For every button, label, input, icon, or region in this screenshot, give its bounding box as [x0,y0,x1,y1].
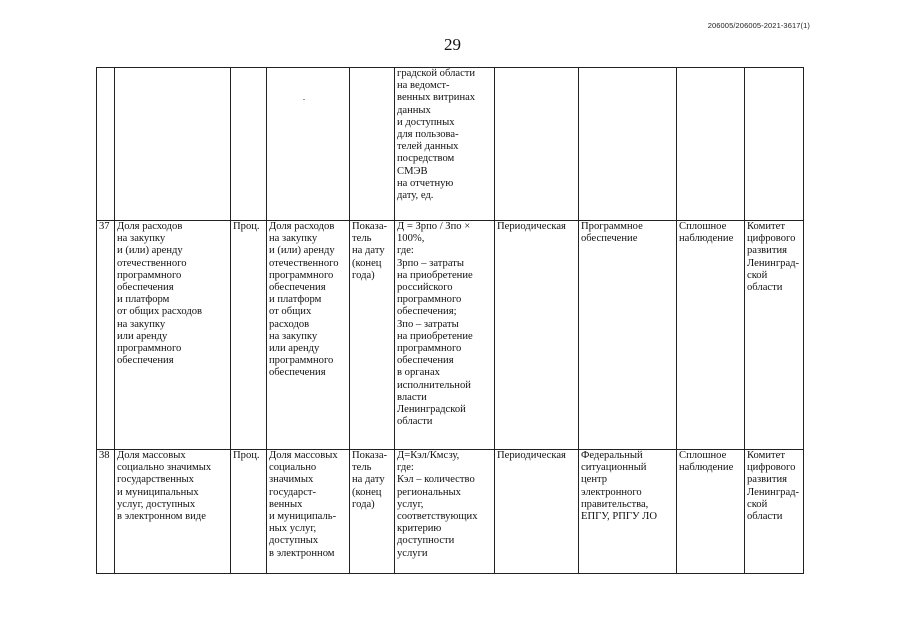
table-row [97,450,804,574]
algorithm-cell: Показа- тель на дату (конец года) [350,221,395,450]
row-number-cell [97,68,115,221]
algorithm-cell [350,68,395,221]
page-number: 29 [444,35,461,54]
responsible-cell: Комитет цифрового развития Ленинград- ской области [745,221,804,450]
indicator-table [96,67,804,574]
formula-cell: Д = Зрпо / Зпо × 100%, где: Зрпо – затраты на приобретение российского программного обеспечения; Зпо – затраты на приобретение программного обеспечения в органах исполнительной власти Ленинградской области [395,221,495,450]
scan-speck [303,99,305,100]
row-number-cell: 37 [97,221,115,450]
algorithm-cell: Показа- тель на дату (конец года) [350,450,395,574]
formula-cell: Д=Кэл/Кмсзу, где: Кэл – количество региональных услуг, соответствующих критерию доступности услуги [395,450,495,574]
periodicity-cell: Периодическая [495,450,579,574]
collection-method-cell: Сплошное наблюдение [677,450,745,574]
periodicity-cell: Периодическая [495,221,579,450]
data-source-cell [579,68,677,221]
responsible-cell [745,68,804,221]
definition-cell: Доля массовых социально значимых государст- венных и муниципаль- ных услуг, доступных в электронном [267,450,350,574]
collection-method-cell [677,68,745,221]
collection-method-cell: Сплошное наблюдение [677,221,745,450]
row-number-cell: 38 [97,450,115,574]
table-row [97,68,804,221]
unit-cell: Проц. [231,221,267,450]
definition-cell: Доля расходов на закупку и (или) аренду отечественного программного обеспечения и платформ от общих расходов на закупку или аренду программного обеспечения [267,221,350,450]
unit-cell: Проц. [231,450,267,574]
periodicity-cell [495,68,579,221]
table-row [97,221,804,450]
indicator-name-cell [115,68,231,221]
indicator-name-cell: Доля массовых социально значимых государственных и муниципальных услуг, доступных в электронном виде [115,450,231,574]
formula-cell: градской области на ведомст- венных витринах данных и доступных для пользова- телей данных посредством СМЭВ на отчетную дату, ед. [395,68,495,221]
unit-cell [231,68,267,221]
indicator-name-cell: Доля расходов на закупку и (или) аренду отечественного программного обеспечения и платформ от общих расходов на закупку или аренду программного обеспечения [115,221,231,450]
definition-cell [267,68,350,221]
responsible-cell: Комитет цифрового развития Ленинград- ской области [745,450,804,574]
document-id: 206005/206005-2021-3617(1) [707,21,810,30]
data-source-cell: Федеральный ситуационный центр электронного правительства, ЕПГУ, РПГУ ЛО [579,450,677,574]
data-source-cell: Программное обеспечение [579,221,677,450]
